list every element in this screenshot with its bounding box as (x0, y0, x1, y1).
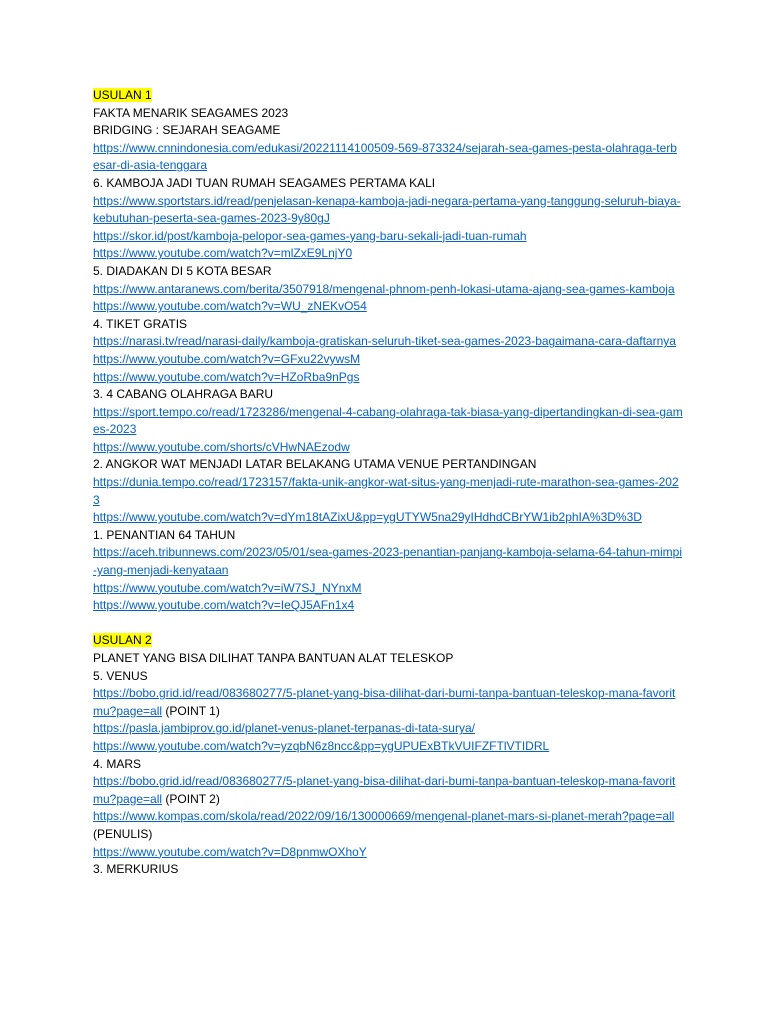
hyperlink[interactable]: https://skor.id/post/kamboja-pelopor-sea-games-yang-baru-sekali-jadi-tuan-rumah (93, 228, 527, 243)
hyperlink[interactable]: https://www.youtube.com/watch?v=mlZxE9LnjY0 (93, 246, 353, 261)
text-line: 5. VENUS (93, 668, 148, 683)
text-line: 4. MARS (93, 756, 142, 771)
hyperlink[interactable]: https://www.sportstars.id/read/penjelasan-kenapa-kamboja-jadi-negara-pertama-yang-tanggung-seluruh-biaya-kebutuhan-peserta-sea-games-2023-9y80gJ (93, 193, 681, 226)
hyperlink[interactable]: https://www.youtube.com/watch?v=WU_zNEKvO54 (93, 299, 367, 314)
hyperlink[interactable]: https://dunia.tempo.co/read/1723157/fakta-unik-angkor-wat-situs-yang-menjadi-rute-marathon-sea-games-2023 (93, 475, 679, 507)
section-heading (93, 87, 683, 105)
link-line (93, 685, 683, 720)
text-line: 3. 4 CABANG OLAHRAGA BARU (93, 387, 274, 402)
hyperlink[interactable]: https://www.antaranews.com/berita/3507918/mengenal-phnom-penh-lokasi-utama-ajang-sea-games-kamboja (93, 281, 675, 296)
link-line (93, 333, 683, 351)
section-heading (93, 632, 683, 650)
link-line (93, 140, 683, 175)
link-line (93, 544, 683, 579)
link-line (93, 369, 683, 387)
highlighted-heading-text: USULAN 1 (93, 88, 152, 102)
link-line (93, 474, 683, 509)
hyperlink[interactable]: https://www.youtube.com/watch?v=dYm18tAZixU&pp=ygUTYW5na29yIHdhdCBrYW1ib2phIA%3D%3D (93, 510, 642, 525)
section-gap (93, 615, 683, 633)
link-line (93, 509, 683, 527)
hyperlink[interactable]: https://www.youtube.com/watch?v=GFxu22vywsM (93, 351, 361, 366)
text-line: 6. KAMBOJA JADI TUAN RUMAH SEAGAMES PERTAMA KALI (93, 175, 436, 190)
hyperlink[interactable]: https://narasi.tv/read/narasi-daily/kamboja-gratiskan-seluruh-tiket-sea-games-2023-bagaimana-cara-daftarnya (93, 334, 676, 349)
link-line (93, 228, 683, 246)
hyperlink[interactable]: https://sport.tempo.co/read/1723286/mengenal-4-cabang-olahraga-tak-biasa-yang-dipertandingkan-di-sea-games-2023 (93, 404, 683, 437)
link-line (93, 439, 683, 457)
link-line (93, 773, 683, 808)
link-line (93, 298, 683, 316)
link-annotation: (PENULIS) (93, 826, 153, 841)
link-line (93, 580, 683, 598)
text-line: PLANET YANG BISA DILIHAT TANPA BANTUAN ALAT TELESKOP (93, 651, 454, 665)
hyperlink[interactable]: https://bobo.grid.id/read/083680277/5-planet-yang-bisa-dilihat-dari-bumi-tanpa-bantuan-teleskop-mana-favoritmu?page=all (93, 686, 676, 718)
text-line: 5. DIADAKAN DI 5 KOTA BESAR (93, 263, 272, 278)
text-line: 2. ANGKOR WAT MENJADI LATAR BELAKANG UTAMA VENUE PERTANDINGAN (93, 457, 537, 472)
text-line: 1. PENANTIAN 64 TAHUN (93, 527, 236, 542)
text-line: BRIDGING : SEJARAH SEAGAME (93, 123, 281, 138)
link-line (93, 738, 683, 756)
hyperlink[interactable]: https://pasla.jambiprov.go.id/planet-venus-planet-terpanas-di-tata-surya/ (93, 721, 475, 736)
link-line (93, 281, 683, 299)
link-line (93, 193, 683, 228)
hyperlink[interactable]: https://www.youtube.com/shorts/cVHwNAEzodw (93, 439, 350, 454)
hyperlink[interactable]: https://www.kompas.com/skola/read/2022/09/16/130000669/mengenal-planet-mars-si-planet-merah?page=all (93, 809, 675, 824)
hyperlink[interactable]: https://www.youtube.com/watch?v=HZoRba9nPgs (93, 369, 360, 384)
link-line (93, 844, 683, 862)
highlighted-heading-text: USULAN 2 (93, 633, 152, 648)
text-line: 3. MERKURIUS (93, 862, 179, 877)
link-line (93, 720, 683, 738)
link-line (93, 404, 683, 439)
hyperlink[interactable]: https://aceh.tribunnews.com/2023/05/01/sea-games-2023-penantian-panjang-kamboja-selama-64-tahun-mimpi-yang-menjadi-kenyataan (93, 545, 683, 578)
hyperlink[interactable]: https://www.youtube.com/watch?v=IeQJ5AFn1x4 (93, 598, 355, 613)
link-line (93, 597, 683, 615)
document-page (93, 87, 683, 879)
text-line: 4. TIKET GRATIS (93, 316, 188, 331)
link-line (93, 245, 683, 263)
text-line: FAKTA MENARIK SEAGAMES 2023 (93, 105, 289, 120)
link-line (93, 351, 683, 369)
hyperlink[interactable]: https://www.youtube.com/watch?v=iW7SJ_NYnxM (93, 580, 362, 595)
link-annotation: (POINT 2) (162, 791, 220, 806)
link-line (93, 808, 683, 843)
hyperlink[interactable]: https://www.cnnindonesia.com/edukasi/20221114100509-569-873324/sejarah-sea-games-pesta-olahraga-terbesar-di-asia-tenggara (93, 140, 677, 173)
hyperlink[interactable]: https://www.youtube.com/watch?v=D8pnmwOXhoY (93, 844, 367, 859)
hyperlink[interactable]: https://bobo.grid.id/read/083680277/5-planet-yang-bisa-dilihat-dari-bumi-tanpa-bantuan-teleskop-mana-favoritmu?page=all (93, 774, 676, 806)
link-annotation: (POINT 1) (162, 703, 220, 718)
hyperlink[interactable]: https://www.youtube.com/watch?v=yzqbN6z8ncc&pp=ygUPUExBTkVUIFZFTlVTIDRL (93, 738, 550, 753)
